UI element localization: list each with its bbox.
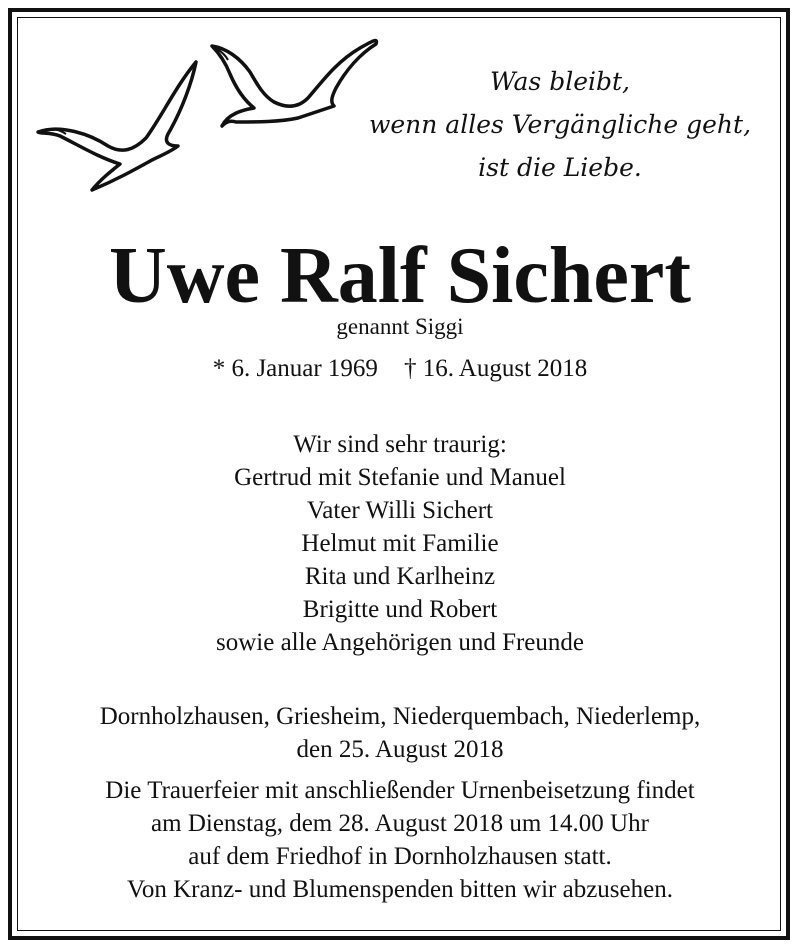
flying-birds-icon: [30, 30, 390, 210]
ceremony-line: Die Trauerfeier mit anschließender Urnenbeisetzung findet: [105, 777, 695, 804]
death-date: † 16. August 2018: [403, 355, 588, 382]
ceremony-line: auf dem Friedhof in Dornholzhausen statt.: [188, 843, 612, 870]
nickname: genannt Siggi: [336, 314, 464, 339]
mourner-line: Brigitte und Robert: [302, 596, 498, 623]
quote: [360, 60, 760, 189]
mourners-intro: Wir sind sehr traurig:: [293, 431, 507, 458]
deceased-name: Uwe Ralf Sichert: [108, 232, 692, 320]
ceremony-line: am Dienstag, dem 28. August 2018 um 14.00 Uhr: [151, 810, 649, 837]
mourner-line: Gertrud mit Stefanie und Manuel: [234, 464, 566, 491]
mourners-list: [0, 428, 800, 659]
quote-line: Was bleibt,: [490, 67, 630, 96]
places-line: Dornholzhausen, Griesheim, Niederquembach, Niederlemp,: [99, 703, 701, 730]
ceremony-line: Von Kranz- und Blumenspenden bitten wir abzusehen.: [127, 876, 673, 903]
mourner-line: Rita und Karlheinz: [304, 563, 496, 590]
mourner-line: sowie alle Angehörigen und Freunde: [216, 629, 584, 656]
life-dates: [0, 353, 800, 385]
mourner-line: Helmut mit Familie: [301, 530, 499, 557]
quote-line: ist die Liebe.: [478, 153, 642, 182]
quote-line: wenn alles Vergängliche geht,: [368, 110, 752, 139]
place-and-date: [0, 700, 800, 766]
date-line: den 25. August 2018: [296, 736, 504, 763]
birth-date: * 6. Januar 1969: [212, 355, 378, 382]
mourner-line: Vater Willi Sichert: [307, 497, 493, 524]
ceremony-notice: [0, 774, 800, 906]
